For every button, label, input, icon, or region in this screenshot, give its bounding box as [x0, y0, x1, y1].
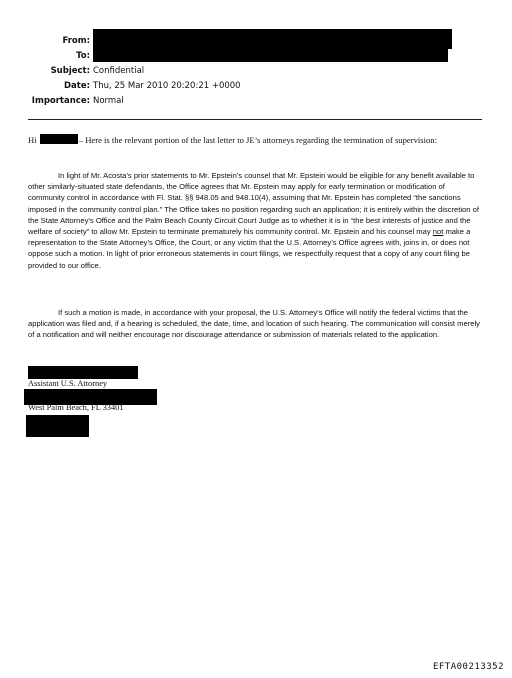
to-redaction [93, 45, 448, 62]
from-label: From: [62, 36, 90, 46]
importance-value: Normal [93, 96, 124, 106]
importance-label: Importance: [31, 96, 90, 106]
intro-text [28, 134, 484, 147]
to-label: To: [76, 51, 90, 61]
subject-label: Subject: [50, 66, 90, 76]
recipient-name-redaction [40, 134, 78, 144]
signature-name-redaction [28, 366, 138, 379]
signature-title: Assistant U.S. Attorney [28, 379, 108, 388]
signature-contact-redaction [26, 415, 89, 437]
intro-sentence: – Here is the relevant portion of the last letter to JE’s attorneys regarding the termination of supervision: [78, 135, 437, 145]
greeting: Hi [28, 135, 37, 145]
date-label: Date: [63, 81, 90, 91]
letter-paragraph-1 [28, 170, 482, 271]
letter-paragraph-2: If such a motion is made, in accordance with your proposal, the U.S. Attorney’s Office will notify the federal victims that the application was filed and, if a hearing is scheduled, the date, time, and location of such hearing. The communication will consist merely of a notification and will neither encourage nor discourage attendance or submission of materials related to the application. [28, 308, 480, 340]
header-divider [28, 119, 482, 120]
date-value: Thu, 25 Mar 2010 20:20:21 +0000 [93, 81, 241, 91]
signature-address: West Palm Beach, FL 33401 [28, 403, 124, 412]
document-id: EFTA00213352 [432, 662, 504, 672]
paragraph-1-not: not [432, 227, 444, 237]
paragraph-1-part-b: make a representation to the State Attorney’s Office, the Court, or any victim that the U.S. Attorney’s Office agrees with, joins in, or does not oppose such a motion. In light of prior erroneous statements in court filings, we respectfully request that a copy of any court filing be provided to our office. [28, 227, 471, 270]
subject-value: Confidential [93, 66, 145, 76]
paragraph-1-part-a: In light of Mr. Acosta’s prior statements to Mr. Epstein’s counsel that Mr. Epstein would be eligible for any benefit available to other similarly-situated state defendants, the Office agrees that Mr. Epstein may apply for early termination or modification of community control in accordance with Fl. Stat. §§ 948.05 and 948.10(4), assuming that Mr. Epstein has completed “the sanctions imposed in the community control plan.” The Office takes no position regarding such an application; it is entirely within the discretion of the State Attorney’s Office and the Palm Beach County Circuit Court Judge as to whether it is in “the best interests of justice and the welfare of society” to allow Mr. Epstein to terminate prematurely his community control. Mr. Epstein and his counsel may [28, 171, 479, 237]
